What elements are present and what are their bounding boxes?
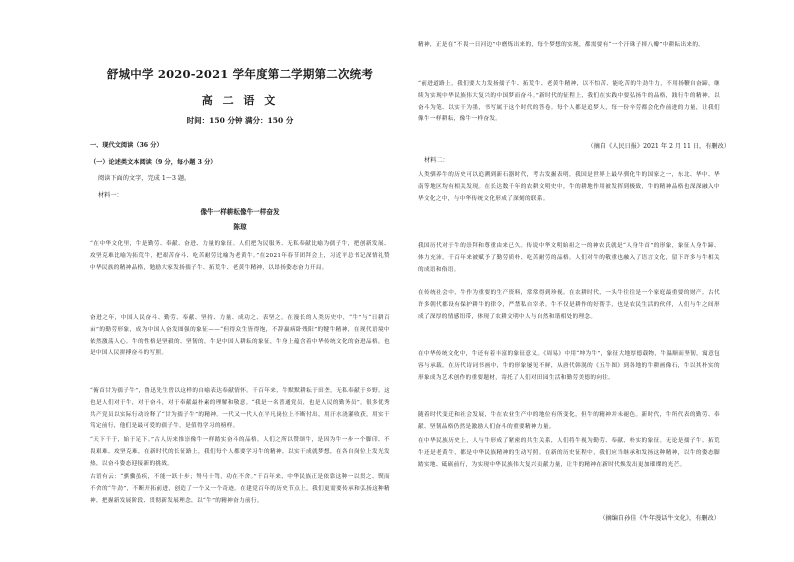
left-paragraph-4: “天下干于，始于足下。”古人历来推崇像牛一样踏实奋斗的品格。人们之所以赞颂牛，是因为牛一步一个脚印、不畏艰难、攻坚克难，在新时代的长征路上，我们每个人都要学习牛的精神，以实干成就梦想，在各自岗位上发光发热，以奋斗姿态迎接新的挑战。 [90,437,390,467]
left-paragraph-1: “在中华文化里，牛是勤劳、奉献、奋进、力量的象征。人们把为民服务、无私奉献比喻为孺子牛，把创新发展、攻坚克难比喻为拓荒牛，把艰苦奋斗、吃苦耐劳比喻为老黄牛。”在2021年春节团拜会上，习近平总书记深情礼赞中华民族的精神品格，勉励大家发扬孺子牛、拓荒牛、老黄牛精神，以昂扬姿态奋力开局。 [90,241,390,271]
material2-label: 材料二： [424,157,449,164]
right-paragraph-7: 在中华民族历史上，人与牛形成了紧密的共生关系，人们将牛视为勤劳、奉献、朴实的象征。无论是孺子牛、拓荒牛还是老黄牛，都是中华民族精神的生动写照。在新的历史征程中，我们应当继承和发扬这种精神，以牛的姿态脚踏实地、砥砺前行，为实现中华民族伟大复兴贡献力量，让牛的精神在新时代焕发出更加璀璨的光芒。 [418,438,720,468]
right-column [418,0,730,562]
right-paragraph-2: 人类驯养牛的历史可以追溯到新石器时代，考古发掘表明，我国是世界上最早驯化牛的国家之一，东北、华中、华南等地区均有相关发现。在长达数千年的农耕文明史中，牛的耕地作用被发挥到极致，牛的精神品格也深深融入中华文化之中，与中华传统文化形成了深刻的联系。 [418,172,720,202]
left-paragraph-2: 奋进之年，中国人民奋斗、勤劳、奉献、坚持、力量、成功之、表坚之。在漫长的人类历史中，“牛”与“日耕百亩”的勤劳形象，成为中国人奋发图强的象征——“但得众生皆得饱，不辞羸病卧残阳”的犍牛精神，在现代语境中依然激荡人心。牛的性格是坚毅的、坚韧的，牛是中国人耕耘的象征，牛身上蕴含着中华传统文化的奋进品格，也是中国人民拼搏奋斗的写照。 [90,315,390,357]
time-score: 时间：150 分钟 满分：150 分 [186,116,294,125]
article-author: 陈琼 [233,223,247,231]
right-paragraph-5: 在中华传统文化中，牛还有着丰富的象征意义。《周易》中用“坤为牛”，象征大地厚德载物，牛温顺而坚韧，寓意包容与承载。在历代诗词书画中，牛的形象屡见不鲜，从唐代韩滉的《五牛图》到各地的牛耕画像石，牛以其朴实的形象成为艺术创作的重要题材，寄托了人们对田园生活和勤劳美德的向往。 [418,351,720,381]
material1-label: 材料一： [98,192,123,199]
right-paragraph-6: 随着时代变迁和社会发展，牛在农业生产中的地位有所变化，但牛的精神并未褪色。新时代，牛所代表的勤劳、奉献、坚韧品格仍然是激励人们奋斗的重要精神力量。 [418,412,720,430]
section-heading: 一、现代文阅读（36 分） [90,142,163,149]
instruction: 阅读下面的文字，完成 1～3 题。 [98,175,191,182]
exam-subject: 高 二 语 文 [201,94,279,107]
source-citation-2: （摘编自孙佳《牛年漫话牛文化》，有删改） [599,515,720,522]
left-paragraph-3: “俯首甘为孺子牛”，鲁迅先生曾以这样的自喻表达奉献情怀。千百年来，牛默默耕耘于田垄，无私奉献于乡野。这也是人们对于牛，对于奋斗，对于奉献最朴素的理解和敬意。“我是一名普通党员，也是人民的勤务员”，很多优秀共产党员以实际行动诠释了“甘为孺子牛”的精神。一代又一代人在平凡岗位上不断付出，用汗水浇灌收获，用实干笃定前行，他们是最可爱的孺子牛，是值得学习的榜样。 [90,388,390,430]
article-title: 像牛一样耕耘像牛一样奋发 [200,208,280,216]
right-paragraph-1: “前进道路上，我们要大力发扬孺子牛、拓荒牛、老黄牛精神，以不怕苦、能吃苦的牛劲牛力，不用扬鞭自奋蹄，继续为实现中华民族伟大复兴的中国梦而奋斗。”新时代的征程上，我们在实践中要弘扬牛的品格，践行牛的精神，以奋斗为笔、以实干为墨，书写属于这个时代的答卷。每个人都是追梦人，每一份辛劳都会化作前进的力量，让我们像牛一样耕耘，像牛一样奋发。 [418,81,720,123]
left-paragraph-5: 古语有云：“骐骥虽疾，不能一跃十步；驽马十驾，功在不舍。”千百年来，中华民族正是依靠这种一以贯之、锲而不舍的“牛劲”，不断开拓前进，创造了一个又一个奇迹。在建党百年的历史节点上，我们更需要传承和弘扬这种精神，把握新发展阶段、贯彻新发展理念，以“牛”的精神奋力前行。 [90,474,390,504]
right-paragraph-0: 精神，正是在“不畏一日河边”中磨炼出来的，每个梦想的实现，都需要有“一个汗珠子摔八瓣”中耕耘出来的。 [418,42,705,48]
exam-title: 舒城中学 2020-2021 学年度第二学期第二次统考 [106,67,374,81]
right-paragraph-3: 我国历代对于牛的崇拜和尊重由来已久。传说中华文明始祖之一的神农氏就是“人身牛首”的形象，象征人身牛蹄、体力充沛，千百年来被赋予了勤劳质朴、吃苦耐劳的品格。人们对牛的敬重也融入了语言文化，留下许多与牛相关的成语和俗语。 [418,243,720,273]
source-citation-1: （摘自《人民日报》2021 年 2 月 11 日，有删改） [587,143,730,150]
right-paragraph-4: 在传统社会中，牛作为重要的生产资料，常常得到珍视。在农耕时代，一头牛往往是一个家庭最重要的财产。古代许多朝代都设有保护耕牛的律令，严禁私自宰杀。牛不仅是耕作的好帮手，也是农民生活的伙伴，人们与牛之间形成了深厚的情感纽带，体现了农耕文明中人与自然和谐相处的理念。 [418,290,720,320]
left-column [90,0,390,562]
subsection-heading: （一）论述类文本阅读（9 分，每小题 3 分） [90,159,217,166]
